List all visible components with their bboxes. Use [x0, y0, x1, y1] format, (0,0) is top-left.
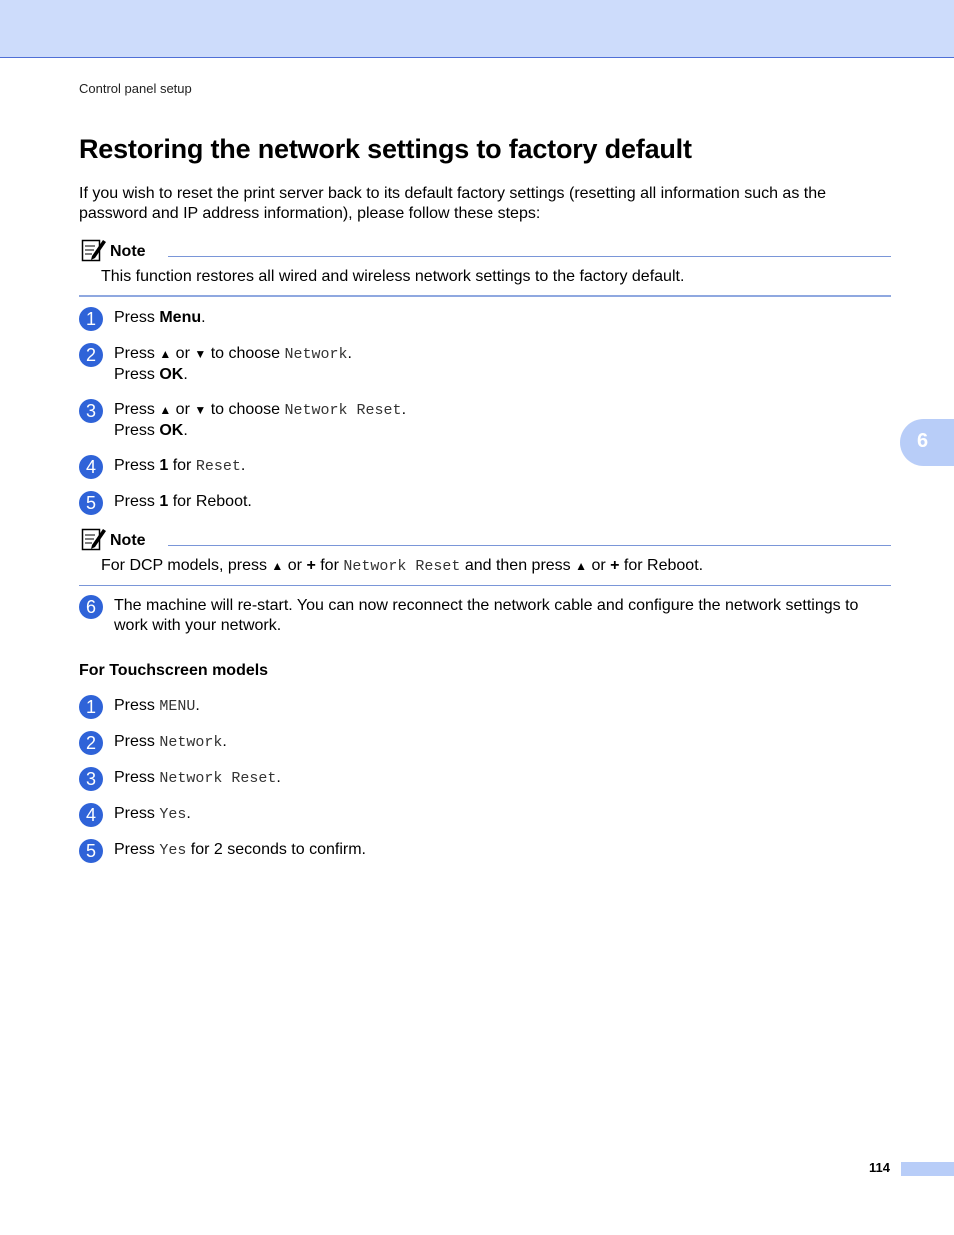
step-number-badge: 2	[79, 343, 103, 367]
step-text: Press Menu.	[114, 309, 206, 326]
note-divider	[168, 545, 891, 546]
note-label: Note	[110, 243, 146, 260]
down-arrow-icon: ▼	[194, 347, 207, 361]
step-number-badge: 1	[79, 695, 103, 719]
menu-option: Network Reset	[343, 558, 461, 575]
step-text: Press ▲ or ▼ to choose Network. Press OK.	[114, 345, 352, 383]
step-text: Press Network Reset.	[114, 769, 281, 787]
step-text: Press Yes.	[114, 805, 191, 823]
step-item	[79, 399, 891, 441]
down-arrow-icon: ▼	[194, 403, 207, 417]
step-number-badge: 4	[79, 455, 103, 479]
step-number-badge: 4	[79, 803, 103, 827]
key-label: OK	[159, 422, 184, 439]
note-pencil-icon	[81, 526, 107, 552]
step-item	[79, 491, 891, 512]
key-label: 1	[159, 493, 169, 510]
menu-option: Network Reset	[159, 770, 277, 787]
up-arrow-icon: ▲	[271, 559, 284, 573]
note-label: Note	[110, 532, 146, 549]
step-text: Press Network.	[114, 733, 227, 751]
step-item	[79, 839, 891, 861]
step-item	[79, 343, 891, 385]
section-heading: For Touchscreen models	[79, 662, 269, 679]
chapter-tab	[900, 419, 954, 466]
menu-option: MENU	[159, 698, 196, 715]
step-number-badge: 1	[79, 307, 103, 331]
step-item	[79, 695, 891, 717]
step-number-badge: 5	[79, 839, 103, 863]
step-number-badge: 5	[79, 491, 103, 515]
step-text: Press Yes for 2 seconds to confirm.	[114, 841, 366, 859]
menu-option: Reset	[195, 458, 241, 475]
menu-option: Network	[284, 346, 348, 363]
note-bottom-rule	[79, 295, 891, 297]
note-box	[79, 237, 891, 297]
page-marker	[901, 1162, 954, 1176]
step-text: The machine will re-start. You can now reconnect the network cable and configure the network settings to work with your network.	[114, 597, 859, 634]
step-text: Press MENU.	[114, 697, 200, 715]
step-number-badge: 2	[79, 731, 103, 755]
note-bottom-rule	[79, 585, 891, 586]
step-item	[79, 455, 891, 477]
note-pencil-icon	[81, 237, 107, 263]
up-arrow-icon: ▲	[159, 403, 172, 417]
note-text: For DCP models, press ▲ or + for Network Reset and then press ▲ or + for Reboot.	[101, 557, 704, 575]
note-text: This function restores all wired and wireless network settings to the factory default.	[101, 268, 685, 285]
step-item	[79, 803, 891, 825]
step-item	[79, 767, 891, 789]
step-text: Press 1 for Reboot.	[114, 493, 252, 510]
breadcrumb: Control panel setup	[79, 81, 192, 96]
step-number-badge: 3	[79, 399, 103, 423]
key-label: OK	[159, 366, 184, 383]
menu-option: Network Reset	[284, 402, 402, 419]
step-text: Press ▲ or ▼ to choose Network Reset. Press OK.	[114, 401, 407, 439]
plus-key: +	[306, 557, 316, 574]
up-arrow-icon: ▲	[575, 559, 588, 573]
intro-paragraph: If you wish to reset the print server back to its default factory settings (resetting all information such as the password and IP address information), please follow these steps:	[79, 185, 827, 222]
menu-option: Yes	[159, 842, 187, 859]
step-number-badge: 3	[79, 767, 103, 791]
plus-key: +	[610, 557, 620, 574]
note-divider	[168, 256, 891, 257]
menu-option: Network	[159, 734, 223, 751]
step-number-badge: 6	[79, 595, 103, 619]
step-item	[79, 307, 891, 328]
step-item	[79, 595, 891, 636]
key-label: 1	[159, 457, 169, 474]
key-label: Menu	[159, 309, 202, 326]
header-band	[0, 0, 954, 58]
menu-option: Yes	[159, 806, 187, 823]
note-box	[79, 526, 891, 586]
up-arrow-icon: ▲	[159, 347, 172, 361]
page-title: Restoring the network settings to factory default	[79, 134, 692, 164]
chapter-number: 6	[917, 430, 929, 452]
page-number: 114	[869, 1160, 890, 1175]
step-text: Press 1 for Reset.	[114, 457, 246, 475]
step-item	[79, 731, 891, 753]
